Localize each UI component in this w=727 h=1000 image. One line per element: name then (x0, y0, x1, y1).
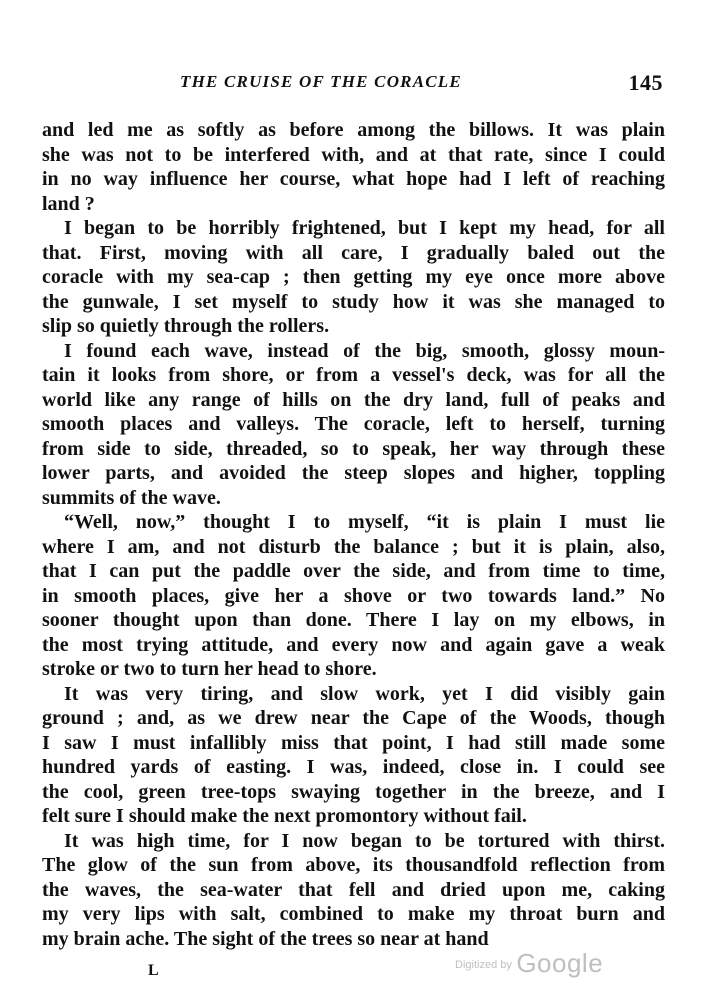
text-line: lower parts, and avoided the steep slopes and higher, toppling (42, 462, 665, 484)
text-line: summits of the wave. (42, 486, 221, 509)
watermark-brand: Google (516, 948, 604, 978)
text-line: from side to side, threaded, so to speak, her way through these (42, 437, 665, 460)
text-line: smooth places and valleys. The coracle, left to herself, turning (42, 413, 665, 435)
page-number: 145 (628, 70, 663, 95)
text-line: she was not to be interfered with, and at that rate, since I could (42, 143, 665, 166)
running-head (40, 70, 665, 100)
text-line: the gunwale, I set myself to study how it was she managed to (42, 290, 665, 313)
body-text (42, 118, 665, 951)
text-line: I saw I must infallibly miss that point, I had still made some (42, 731, 665, 754)
text-line: in smooth places, give her a shove or two towards land.” No (42, 584, 665, 607)
text-line: ground ; and, as we drew near the Cape of the Woods, though (42, 707, 665, 729)
watermark-prefix: Digitized by (455, 959, 512, 971)
text-line: the most trying attitude, and every now and again gave a weak (42, 633, 665, 656)
text-line: stroke or two to turn her head to shore. (42, 658, 377, 680)
running-title: THE CRUISE OF THE CORACLE (180, 72, 462, 91)
text-line: I began to be horribly frightened, but I kept my head, for all (64, 217, 665, 239)
text-line: hundred yards of easting. I was, indeed, close in. I could see (42, 756, 665, 778)
text-line: the waves, the sea-water that fell and dried upon me, caking (42, 878, 665, 901)
text-line: where I am, and not disturb the balance ; but it is plain, also, (42, 535, 665, 558)
text-line: in no way influence her course, what hope had I left of reaching (42, 168, 665, 190)
text-line: the cool, green tree-tops swaying together in the breeze, and I (42, 780, 665, 803)
digitization-watermark (455, 948, 603, 979)
text-line: my brain ache. The sight of the trees so near at hand (42, 927, 489, 950)
text-line: sooner thought upon than done. There I lay on my elbows, in (42, 609, 665, 631)
text-line: world like any range of hills on the dry land, full of peaks and (42, 388, 665, 411)
text-line: I found each wave, instead of the big, smooth, glossy moun- (64, 339, 665, 362)
text-line: It was high time, for I now began to be tortured with thirst. (64, 829, 665, 852)
text-line: slip so quietly through the rollers. (42, 315, 330, 337)
signature-mark: L (148, 962, 159, 979)
text-line: The glow of the sun from above, its thousandfold reflection from (42, 854, 665, 876)
text-line: coracle with my sea-cap ; then getting my eye once more above (42, 266, 665, 288)
text-line: and led me as softly as before among the billows. It was plain (42, 119, 665, 141)
text-line: tain it looks from shore, or from a vessel's deck, was for all the (42, 364, 665, 386)
text-line: that I can put the paddle over the side, and from time to time, (42, 560, 665, 582)
text-line: land ? (42, 192, 95, 215)
text-line: that. First, moving with all care, I gradually baled out the (42, 241, 665, 264)
text-line: “Well, now,” thought I to myself, “it is plain I must lie (64, 511, 665, 533)
text-line: my very lips with salt, combined to make my throat burn and (42, 903, 665, 925)
text-line: felt sure I should make the next promontory without fail. (42, 805, 527, 827)
text-line: It was very tiring, and slow work, yet I did visibly gain (64, 682, 665, 705)
